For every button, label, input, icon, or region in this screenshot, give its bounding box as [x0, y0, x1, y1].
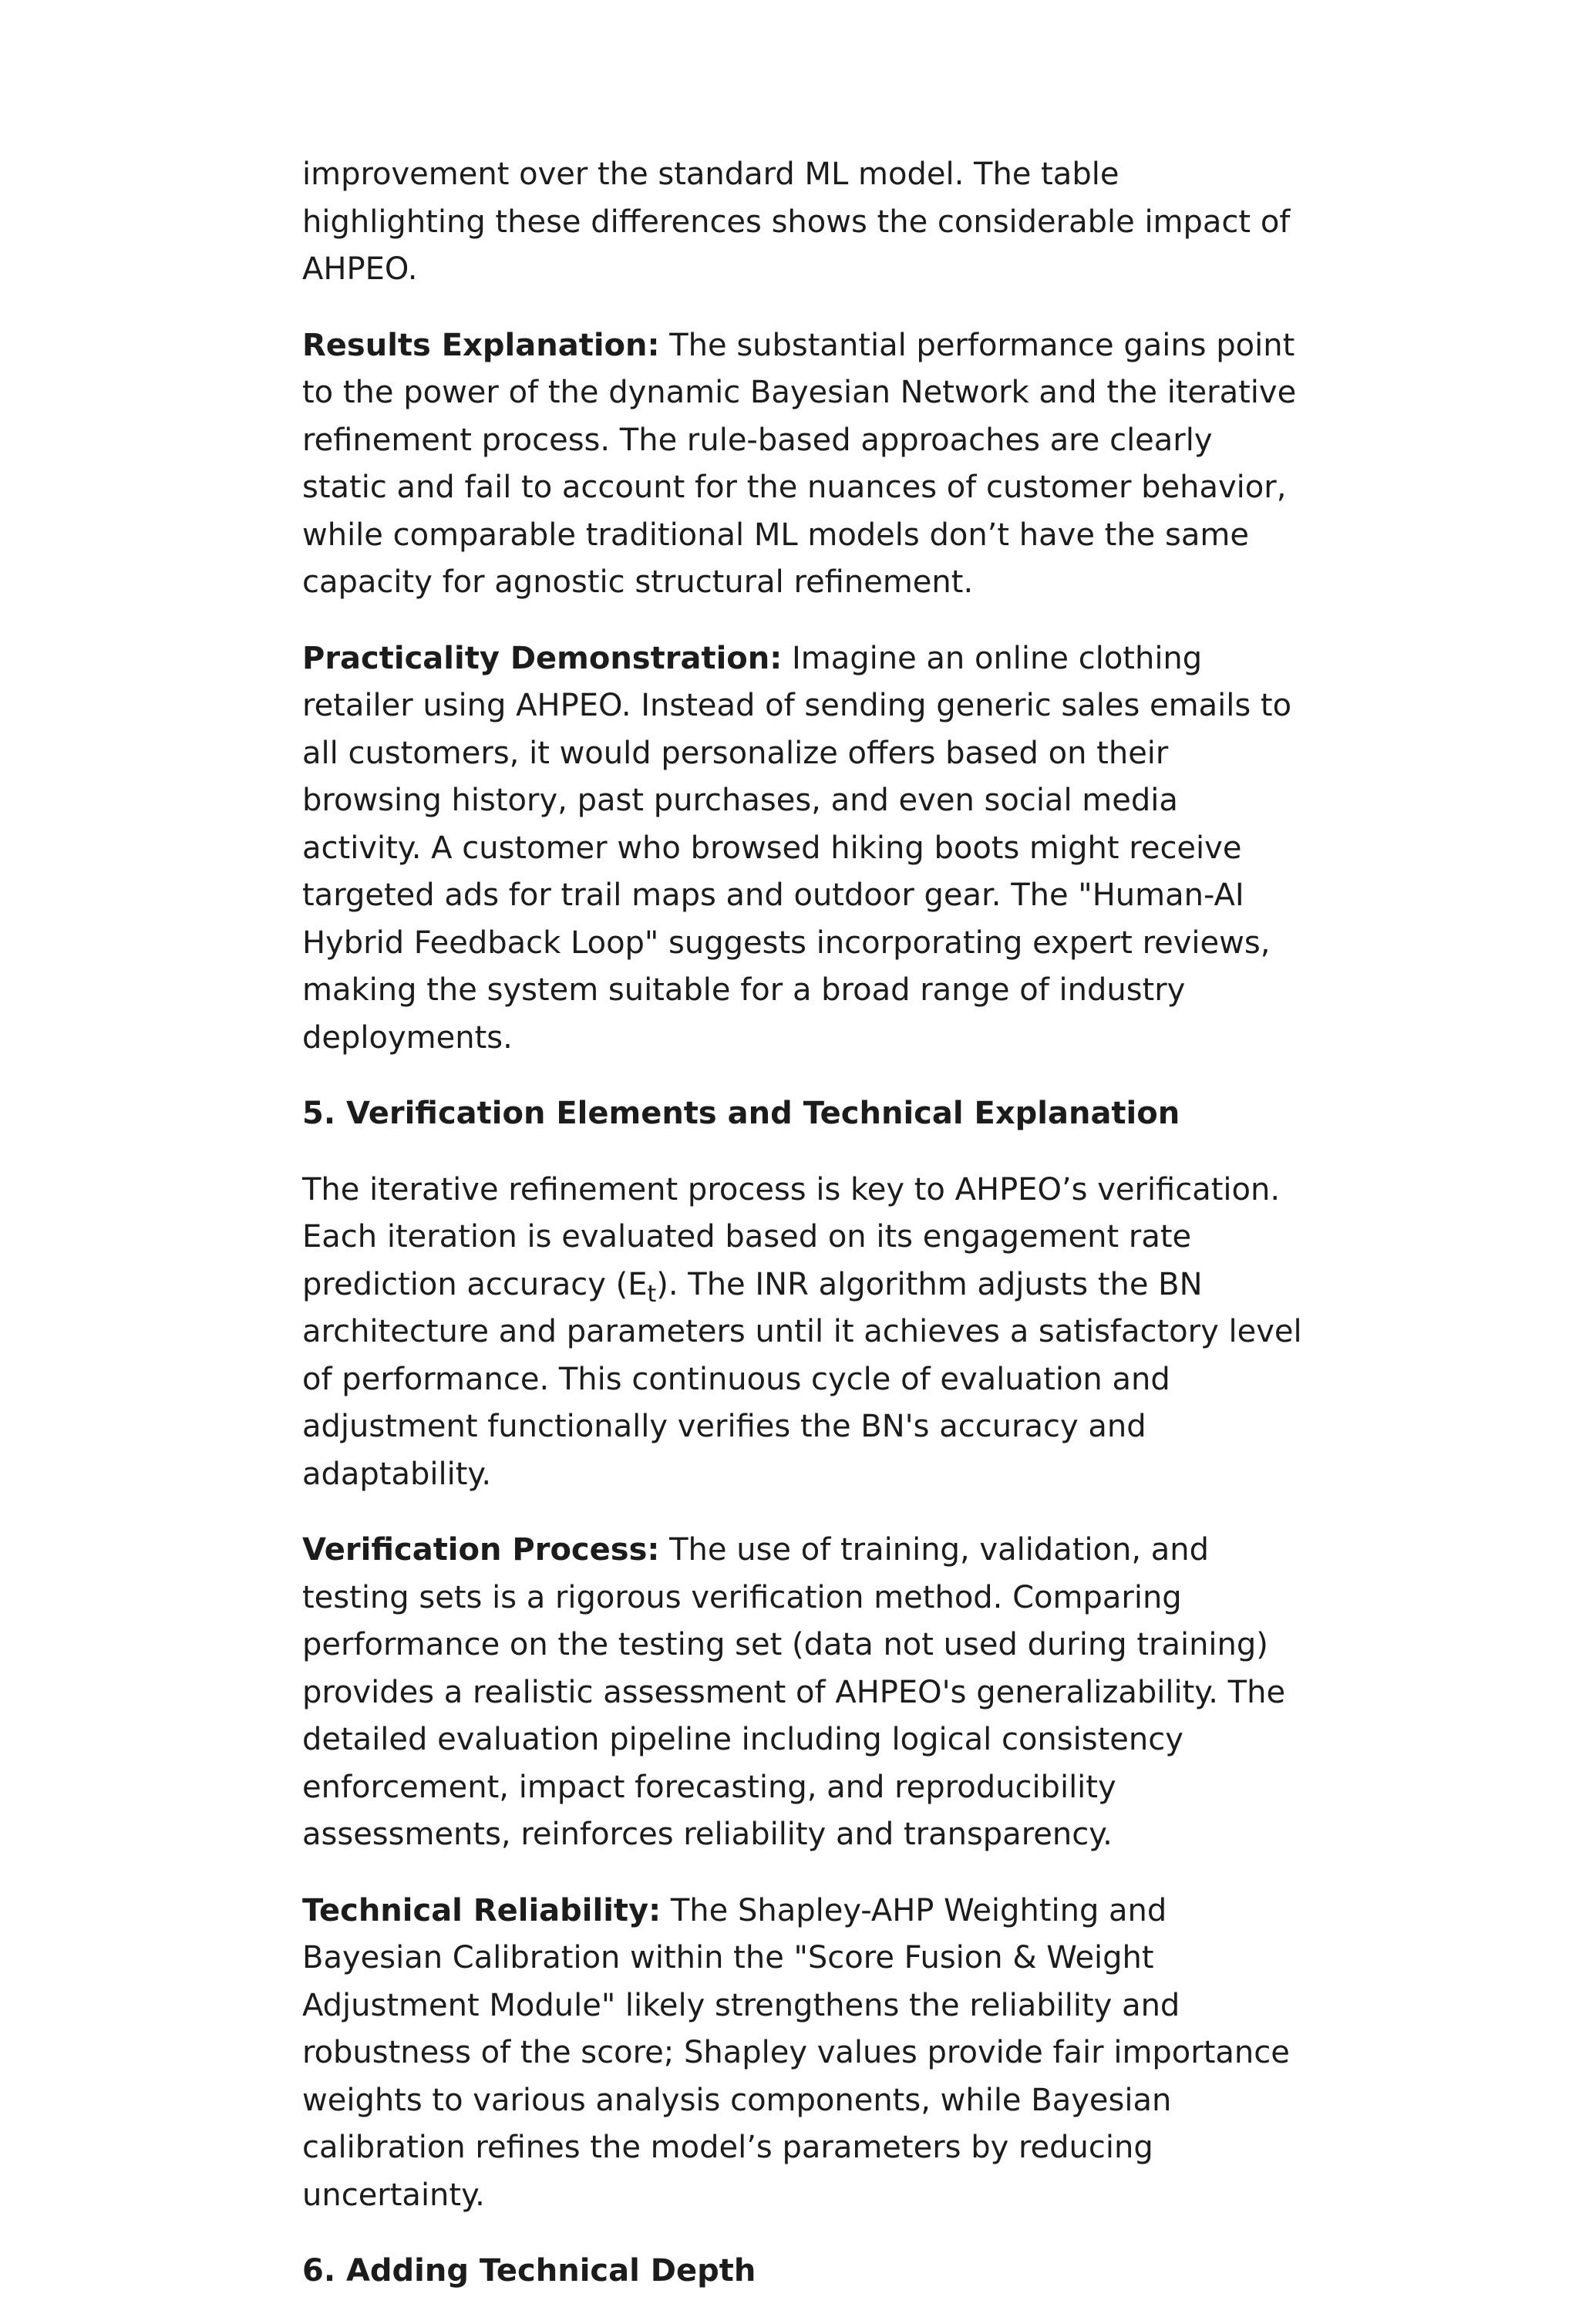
iterative-refinement-text-after: ). The INR algorithm adjusts the BN architecture and parameters until it achieves a satisfactory level of performance. This continuous cycle of evaluation and adjustment functionally verifies the BN's accuracy and adaptability. [302, 1266, 1302, 1492]
results-explanation-text: The substantial performance gains point to the power of the dynamic Bayesian Network and the iterative refinement process. The rule-based approaches are clearly static and fail to account for the nuances of customer behavior, while comparable traditional ML models don’t have the same capacity for agnostic structural refinement. [302, 327, 1297, 600]
verification-process-text: The use of training, validation, and testing sets is a rigorous verification method. Comparing performance on the testing set (data not used during training) provides a realistic assessment of AHPEO's generalizability. The detailed evaluation pipeline including logical consistency enforcement, impact forecasting, and reproducibility assessments, reinforces reliability and transparency. [302, 1532, 1286, 1852]
paragraph-results-explanation [302, 322, 1305, 607]
paragraph-impact-summary: improvement over the standard ML model. The table highlighting these differences shows the considerable impact of AHPEO. [302, 157, 1291, 287]
paragraph-technical-reliability [302, 1888, 1305, 2220]
paragraph-practicality-demonstration [302, 635, 1305, 1063]
technical-reliability-lead: Technical Reliability: [302, 1892, 662, 1928]
iterative-refinement-text-before: The iterative refinement process is key to AHPEO’s verification. Each iteration is evaluated based on its engagement rate prediction accuracy (E [302, 1171, 1281, 1302]
verification-process-lead: Verification Process: [302, 1532, 660, 1568]
subscript-t: t [647, 1280, 657, 1308]
section-heading-technical-depth: 6. Adding Technical Depth [302, 2253, 756, 2289]
results-explanation-lead: Results Explanation: [302, 327, 660, 363]
technical-reliability-text: The Shapley-AHP Weighting and Bayesian Calibration within the "Score Fusion & Weight Adjustment Module" likely strengthens the reliability and robustness of the score; Shapley values provide fair importance weights to various analysis components, while Bayesian calibration refines the model’s parameters by reducing uncertainty. [302, 1892, 1290, 2213]
paragraph-iterative-refinement [302, 1167, 1305, 1499]
practicality-demonstration-lead: Practicality Demonstration: [302, 640, 783, 676]
practicality-demonstration-text: Imagine an online clothing retailer using AHPEO. Instead of sending generic sales emails to all customers, it would personalize offers based on their browsing history, past purchases, and even social media activity. A customer who browsed hiking boots might receive targeted ads for trail maps and outdoor gear. The "Human-AI Hybrid Feedback Loop" suggests incorporating expert reviews, making the system suitable for a broad range of industry deployments. [302, 640, 1292, 1056]
paragraph-verification-process [302, 1527, 1305, 1859]
section-heading-verification: 5. Verification Elements and Technical Explanation [302, 1096, 1180, 1131]
document-page [302, 151, 1305, 2324]
